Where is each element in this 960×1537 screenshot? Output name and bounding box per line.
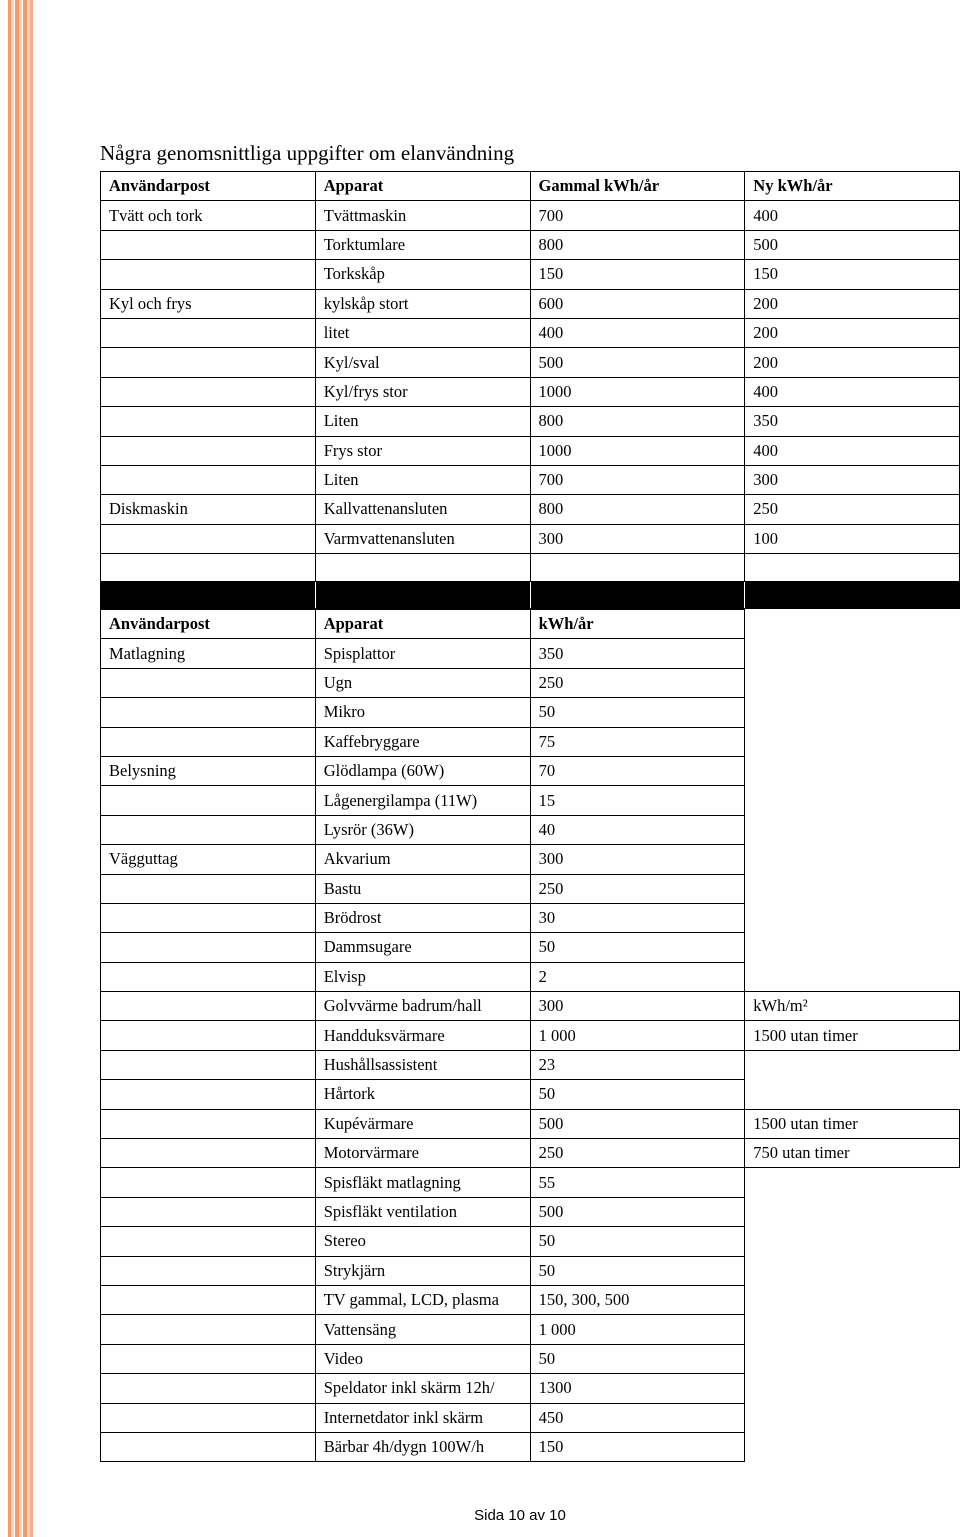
- table-cell: Mikro: [315, 698, 530, 727]
- table-cell: 50: [530, 1080, 745, 1109]
- table-cell: Glödlampa (60W): [315, 756, 530, 785]
- table-cell: 2: [530, 962, 745, 991]
- table-row: [101, 1168, 960, 1197]
- table-row: [101, 698, 960, 727]
- table-cell: Ny kWh/år: [745, 172, 960, 201]
- table-cell: Lysrör (36W): [315, 815, 530, 844]
- table-cell: 1500 utan timer: [745, 1021, 960, 1050]
- table-cell: 150: [745, 260, 960, 289]
- table-cell: [101, 1021, 316, 1050]
- table-cell: Liten: [315, 407, 530, 436]
- table-cell: 50: [530, 933, 745, 962]
- table-cell: [101, 962, 316, 991]
- table-row: [101, 289, 960, 318]
- table-row: [101, 524, 960, 553]
- table-cell: [745, 1050, 960, 1079]
- table-cell: 1000: [530, 377, 745, 406]
- table-cell: Hårtork: [315, 1080, 530, 1109]
- table-row: [101, 1403, 960, 1432]
- table-cell: [745, 1432, 960, 1461]
- table-header-row: [101, 172, 960, 201]
- table-row: [101, 639, 960, 668]
- table-cell: [101, 1285, 316, 1314]
- table-row: [101, 1285, 960, 1314]
- table-cell: 150: [530, 1432, 745, 1461]
- table-row: [101, 1021, 960, 1050]
- table-cell: 200: [745, 318, 960, 347]
- table-cell: Frys stor: [315, 436, 530, 465]
- table-row: [101, 407, 960, 436]
- table-cell: 800: [530, 495, 745, 524]
- table-row: [101, 1139, 960, 1168]
- table-cell: [101, 318, 316, 347]
- table-cell: [101, 727, 316, 756]
- table-cell: Matlagning: [101, 639, 316, 668]
- table-cell: Spisplattor: [315, 639, 530, 668]
- table-cell: 50: [530, 698, 745, 727]
- table-cell: 300: [530, 524, 745, 553]
- table-cell: [101, 1315, 316, 1344]
- table-row: [101, 318, 960, 347]
- table-cell: 600: [530, 289, 745, 318]
- table-cell: [745, 1256, 960, 1285]
- stripe: [19, 0, 22, 1537]
- table-cell: [101, 1344, 316, 1373]
- table-cell: 400: [530, 318, 745, 347]
- table-cell: Video: [315, 1344, 530, 1373]
- table-row: [101, 962, 960, 991]
- table-row: [101, 1227, 960, 1256]
- table-row: [101, 668, 960, 697]
- table-cell: [745, 933, 960, 962]
- table-row: [101, 933, 960, 962]
- table-cell: [101, 1374, 316, 1403]
- table-cell: [101, 786, 316, 815]
- table-cell: [745, 668, 960, 697]
- consumption-table-old-new: [100, 171, 960, 609]
- table-cell: Vattensäng: [315, 1315, 530, 1344]
- table-cell: 500: [530, 348, 745, 377]
- table-row: [101, 727, 960, 756]
- table-row: [101, 845, 960, 874]
- table-cell: kylskåp stort: [315, 289, 530, 318]
- table-cell: 300: [530, 992, 745, 1021]
- table-cell: 700: [530, 465, 745, 494]
- table-row: [101, 992, 960, 1021]
- table-cell: [745, 554, 960, 582]
- table-cell: 100: [745, 524, 960, 553]
- table-row: [101, 1197, 960, 1226]
- table-cell: [745, 698, 960, 727]
- table-cell: 300: [530, 845, 745, 874]
- table-cell: 350: [530, 639, 745, 668]
- table-cell: Användarpost: [101, 610, 316, 639]
- table-cell: Liten: [315, 465, 530, 494]
- table-cell: Spisfläkt ventilation: [315, 1197, 530, 1226]
- table-row: [101, 1344, 960, 1373]
- table-cell: [745, 1285, 960, 1314]
- table-cell: Kyl och frys: [101, 289, 316, 318]
- table-cell: 1 000: [530, 1315, 745, 1344]
- table-cell: [101, 377, 316, 406]
- table-cell: 750 utan timer: [745, 1139, 960, 1168]
- table-cell: [101, 698, 316, 727]
- table-cell: 150: [530, 260, 745, 289]
- table-cell: [745, 874, 960, 903]
- table-row: [101, 903, 960, 932]
- table-cell: 400: [745, 201, 960, 230]
- table-cell: 55: [530, 1168, 745, 1197]
- table-cell: Apparat: [315, 610, 530, 639]
- table-cell: Kaffebryggare: [315, 727, 530, 756]
- table-cell: [745, 1168, 960, 1197]
- table-cell: Gammal kWh/år: [530, 172, 745, 201]
- table-cell: TV gammal, LCD, plasma: [315, 1285, 530, 1314]
- table-cell: 500: [745, 230, 960, 259]
- table-cell: 75: [530, 727, 745, 756]
- separator-cell: [745, 582, 960, 609]
- table-cell: Ugn: [315, 668, 530, 697]
- table-cell: Brödrost: [315, 903, 530, 932]
- table-cell: Hushållsassistent: [315, 1050, 530, 1079]
- table-cell: Strykjärn: [315, 1256, 530, 1285]
- table-cell: [101, 903, 316, 932]
- table-row: [101, 1109, 960, 1138]
- table-row: [101, 495, 960, 524]
- table-cell: Belysning: [101, 756, 316, 785]
- separator-cell: [530, 582, 745, 609]
- table-row: [101, 1315, 960, 1344]
- table-row: [101, 786, 960, 815]
- table-cell: [530, 554, 745, 582]
- table-row: [101, 377, 960, 406]
- table-cell: 450: [530, 1403, 745, 1432]
- table-row: [101, 815, 960, 844]
- table-cell: 500: [530, 1109, 745, 1138]
- table-cell: [101, 1403, 316, 1432]
- table-cell: 400: [745, 377, 960, 406]
- table-cell: kWh/m²: [745, 992, 960, 1021]
- table-cell: [101, 1139, 316, 1168]
- stripe: [30, 0, 33, 1537]
- page-title: Några genomsnittliga uppgifter om elanvändning: [100, 141, 515, 165]
- table-row: [101, 1432, 960, 1461]
- table-cell: [745, 610, 960, 639]
- table-cell: 250: [530, 874, 745, 903]
- table-cell: [101, 554, 316, 582]
- table-cell: 300: [745, 465, 960, 494]
- table-row: [101, 348, 960, 377]
- table-cell: [745, 1403, 960, 1432]
- table-cell: Handduksvärmare: [315, 1021, 530, 1050]
- table-cell: [101, 1432, 316, 1461]
- table-cell: Torkskåp: [315, 260, 530, 289]
- table-cell: [745, 756, 960, 785]
- table-cell: Bastu: [315, 874, 530, 903]
- table-row: [101, 1050, 960, 1079]
- table-cell: [101, 992, 316, 1021]
- table-cell: [101, 407, 316, 436]
- table-cell: [745, 962, 960, 991]
- table-cell: Lågenergilampa (11W): [315, 786, 530, 815]
- table-cell: Speldator inkl skärm 12h/: [315, 1374, 530, 1403]
- separator-cell: [315, 582, 530, 609]
- table-cell: [101, 668, 316, 697]
- table-cell: 50: [530, 1227, 745, 1256]
- table-row: [101, 1374, 960, 1403]
- table-cell: [101, 436, 316, 465]
- separator-bar: [101, 582, 960, 609]
- table-cell: [101, 1256, 316, 1285]
- table-cell: [101, 815, 316, 844]
- table-cell: 23: [530, 1050, 745, 1079]
- table-cell: [101, 1197, 316, 1226]
- decorative-side-stripes: [0, 0, 40, 1537]
- table-cell: [745, 845, 960, 874]
- table-cell: 15: [530, 786, 745, 815]
- table-cell: [101, 260, 316, 289]
- table-cell: [101, 933, 316, 962]
- table-cell: Tvättmaskin: [315, 201, 530, 230]
- table-cell: kWh/år: [530, 610, 745, 639]
- table-cell: 800: [530, 407, 745, 436]
- table-cell: 250: [530, 1139, 745, 1168]
- table-cell: Användarpost: [101, 172, 316, 201]
- stripe: [11, 0, 14, 1537]
- table-cell: 50: [530, 1344, 745, 1373]
- table-cell: 200: [745, 289, 960, 318]
- table-cell: Internetdator inkl skärm: [315, 1403, 530, 1432]
- table-cell: [101, 874, 316, 903]
- table-cell: 800: [530, 230, 745, 259]
- table-cell: [745, 903, 960, 932]
- table-cell: 200: [745, 348, 960, 377]
- table-cell: [101, 230, 316, 259]
- table-cell: 1 000: [530, 1021, 745, 1050]
- table-cell: [745, 1197, 960, 1226]
- table-cell: 50: [530, 1256, 745, 1285]
- table-cell: [101, 348, 316, 377]
- table-cell: 1300: [530, 1374, 745, 1403]
- table-row: [101, 874, 960, 903]
- table-cell: 700: [530, 201, 745, 230]
- table-cell: Stereo: [315, 1227, 530, 1256]
- table-row: [101, 260, 960, 289]
- table-cell: 70: [530, 756, 745, 785]
- table-cell: 1500 utan timer: [745, 1109, 960, 1138]
- table-cell: [745, 639, 960, 668]
- table-cell: 250: [530, 668, 745, 697]
- table-header-row: [101, 610, 960, 639]
- table-cell: [745, 1344, 960, 1373]
- table-row: [101, 436, 960, 465]
- table-cell: [315, 554, 530, 582]
- table-row: [101, 465, 960, 494]
- table-cell: Akvarium: [315, 845, 530, 874]
- table-cell: 400: [745, 436, 960, 465]
- table-cell: [101, 1168, 316, 1197]
- table-cell: [101, 1080, 316, 1109]
- table-cell: [101, 1227, 316, 1256]
- table-cell: Dammsugare: [315, 933, 530, 962]
- consumption-table-appliances: [100, 609, 960, 1462]
- table-cell: 40: [530, 815, 745, 844]
- table-cell: Kyl/sval: [315, 348, 530, 377]
- table-cell: 250: [745, 495, 960, 524]
- separator-cell: [101, 582, 316, 609]
- table-cell: [745, 786, 960, 815]
- table-cell: [101, 524, 316, 553]
- table-cell: [101, 465, 316, 494]
- table-cell: Motorvärmare: [315, 1139, 530, 1168]
- table-cell: 500: [530, 1197, 745, 1226]
- table-cell: 150, 300, 500: [530, 1285, 745, 1314]
- table-cell: [745, 1227, 960, 1256]
- table-cell: Bärbar 4h/dygn 100W/h: [315, 1432, 530, 1461]
- table-cell: 1000: [530, 436, 745, 465]
- page-number: Sida 10 av 10: [474, 1507, 566, 1524]
- table-cell: Golvvärme badrum/hall: [315, 992, 530, 1021]
- table-cell: Kyl/frys stor: [315, 377, 530, 406]
- table-cell: 350: [745, 407, 960, 436]
- table-cell: [745, 1374, 960, 1403]
- table-row: [101, 554, 960, 582]
- table-cell: [745, 1315, 960, 1344]
- table-cell: Spisfläkt matlagning: [315, 1168, 530, 1197]
- table-row: [101, 201, 960, 230]
- table-cell: [745, 1080, 960, 1109]
- table-row: [101, 756, 960, 785]
- table-row: [101, 1256, 960, 1285]
- table-cell: litet: [315, 318, 530, 347]
- table-cell: [101, 1050, 316, 1079]
- table-cell: Diskmaskin: [101, 495, 316, 524]
- table-cell: [745, 815, 960, 844]
- table-cell: Vägguttag: [101, 845, 316, 874]
- table-cell: Elvisp: [315, 962, 530, 991]
- table-cell: Kallvattenansluten: [315, 495, 530, 524]
- table-cell: 30: [530, 903, 745, 932]
- table-cell: Tvätt och tork: [101, 201, 316, 230]
- table-row: [101, 230, 960, 259]
- table-cell: Torktumlare: [315, 230, 530, 259]
- table-cell: Apparat: [315, 172, 530, 201]
- table-cell: Kupévärmare: [315, 1109, 530, 1138]
- table-row: [101, 1080, 960, 1109]
- table-cell: [745, 727, 960, 756]
- table-cell: Varmvattenansluten: [315, 524, 530, 553]
- table-cell: [101, 1109, 316, 1138]
